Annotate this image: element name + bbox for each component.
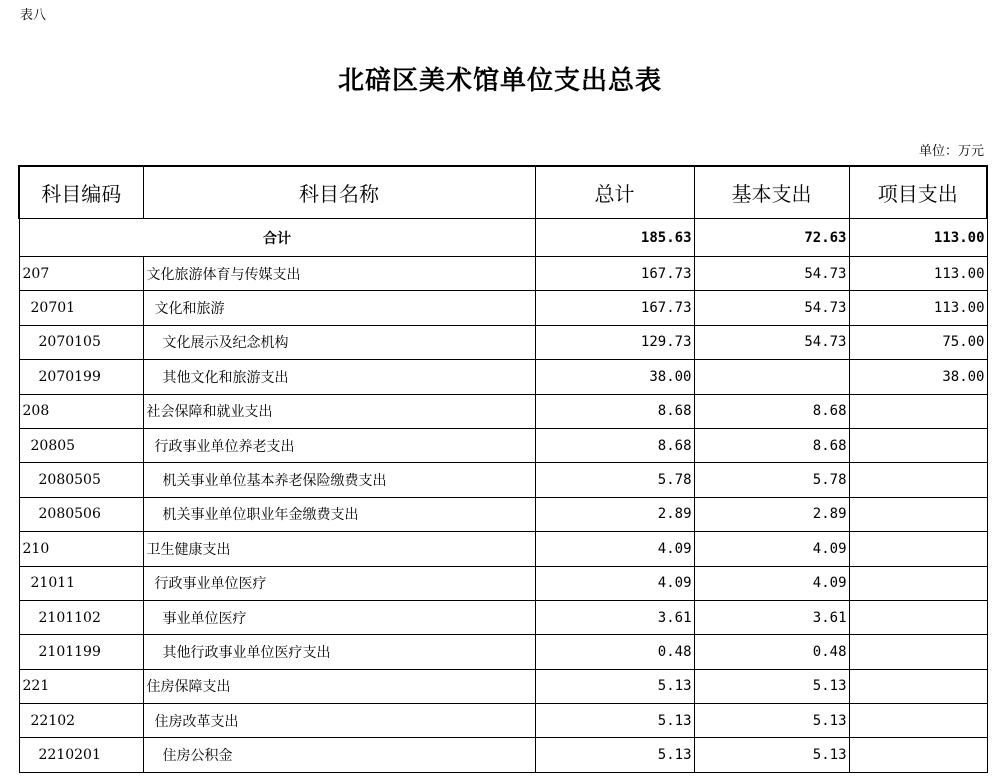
row-basic: 54.73 — [694, 291, 849, 325]
row-code: 2070105 — [19, 325, 143, 359]
row-total: 5.13 — [535, 669, 694, 703]
row-total: 3.61 — [535, 600, 694, 634]
row-total: 4.09 — [535, 532, 694, 566]
total-row — [19, 219, 987, 257]
expenditure-table — [18, 165, 988, 773]
row-basic: 8.68 — [694, 394, 849, 428]
row-code: 208 — [19, 394, 143, 428]
table-row — [19, 704, 987, 738]
total-sum: 185.63 — [535, 219, 694, 257]
row-total: 5.13 — [535, 704, 694, 738]
table-row — [19, 428, 987, 462]
row-code: 20805 — [19, 428, 143, 462]
row-basic: 4.09 — [694, 532, 849, 566]
row-basic: 5.13 — [694, 669, 849, 703]
row-total: 8.68 — [535, 394, 694, 428]
row-project — [849, 600, 987, 634]
table-row — [19, 360, 987, 394]
row-project: 113.00 — [849, 291, 987, 325]
row-code: 2070199 — [19, 360, 143, 394]
header-name: 科目名称 — [143, 166, 535, 219]
row-total: 167.73 — [535, 291, 694, 325]
row-name: 住房保障支出 — [143, 669, 535, 703]
row-name: 机关事业单位职业年金缴费支出 — [143, 497, 535, 531]
row-name: 文化旅游体育与传媒支出 — [143, 257, 535, 291]
row-name: 社会保障和就业支出 — [143, 394, 535, 428]
row-project — [849, 463, 987, 497]
row-basic: 54.73 — [694, 325, 849, 359]
row-total: 38.00 — [535, 360, 694, 394]
table-row — [19, 532, 987, 566]
row-basic: 0.48 — [694, 635, 849, 669]
row-total: 2.89 — [535, 497, 694, 531]
table-row — [19, 600, 987, 634]
row-name: 机关事业单位基本养老保险缴费支出 — [143, 463, 535, 497]
row-name: 行政事业单位养老支出 — [143, 428, 535, 462]
row-name: 其他文化和旅游支出 — [143, 360, 535, 394]
row-basic: 5.13 — [694, 704, 849, 738]
total-label: 合计 — [19, 219, 535, 257]
row-project — [849, 635, 987, 669]
row-name: 其他行政事业单位医疗支出 — [143, 635, 535, 669]
row-basic: 3.61 — [694, 600, 849, 634]
row-total: 129.73 — [535, 325, 694, 359]
row-project — [849, 428, 987, 462]
row-basic: 2.89 — [694, 497, 849, 531]
row-code: 21011 — [19, 566, 143, 600]
table-row — [19, 738, 987, 772]
header-code: 科目编码 — [19, 166, 143, 219]
row-basic: 54.73 — [694, 257, 849, 291]
total-project: 113.00 — [849, 219, 987, 257]
row-basic: 5.13 — [694, 738, 849, 772]
header-total: 总计 — [535, 166, 694, 219]
row-code: 2080506 — [19, 497, 143, 531]
row-total: 167.73 — [535, 257, 694, 291]
table-number-label: 表八 — [20, 8, 47, 23]
row-basic: 5.78 — [694, 463, 849, 497]
header-project: 项目支出 — [849, 166, 987, 219]
row-project — [849, 738, 987, 772]
row-project: 38.00 — [849, 360, 987, 394]
row-basic: 8.68 — [694, 428, 849, 462]
row-project — [849, 704, 987, 738]
row-code: 2080505 — [19, 463, 143, 497]
row-total: 0.48 — [535, 635, 694, 669]
row-project — [849, 669, 987, 703]
row-code: 22102 — [19, 704, 143, 738]
row-project: 75.00 — [849, 325, 987, 359]
table-row — [19, 463, 987, 497]
row-project — [849, 532, 987, 566]
row-project — [849, 394, 987, 428]
table-row — [19, 497, 987, 531]
table-row — [19, 291, 987, 325]
row-name: 行政事业单位医疗 — [143, 566, 535, 600]
row-code: 210 — [19, 532, 143, 566]
row-code: 207 — [19, 257, 143, 291]
row-project — [849, 497, 987, 531]
row-code: 2101102 — [19, 600, 143, 634]
page-title: 北碚区美术馆单位支出总表 — [337, 66, 662, 96]
row-name: 文化展示及纪念机构 — [143, 325, 535, 359]
row-total: 4.09 — [535, 566, 694, 600]
unit-label: 单位：万元 — [918, 144, 984, 159]
table-row — [19, 635, 987, 669]
table-row — [19, 325, 987, 359]
row-code: 2101199 — [19, 635, 143, 669]
row-total: 5.13 — [535, 738, 694, 772]
table-row — [19, 394, 987, 428]
row-code: 20701 — [19, 291, 143, 325]
row-basic — [694, 360, 849, 394]
row-code: 221 — [19, 669, 143, 703]
row-basic: 4.09 — [694, 566, 849, 600]
table-row — [19, 566, 987, 600]
row-name: 文化和旅游 — [143, 291, 535, 325]
row-code: 2210201 — [19, 738, 143, 772]
table-row — [19, 669, 987, 703]
total-basic: 72.63 — [694, 219, 849, 257]
row-name: 住房改革支出 — [143, 704, 535, 738]
row-name: 卫生健康支出 — [143, 532, 535, 566]
header-row — [19, 166, 987, 219]
row-total: 5.78 — [535, 463, 694, 497]
row-name: 住房公积金 — [143, 738, 535, 772]
row-project: 113.00 — [849, 257, 987, 291]
header-basic: 基本支出 — [694, 166, 849, 219]
row-name: 事业单位医疗 — [143, 600, 535, 634]
row-total: 8.68 — [535, 428, 694, 462]
row-project — [849, 566, 987, 600]
table-row — [19, 257, 987, 291]
